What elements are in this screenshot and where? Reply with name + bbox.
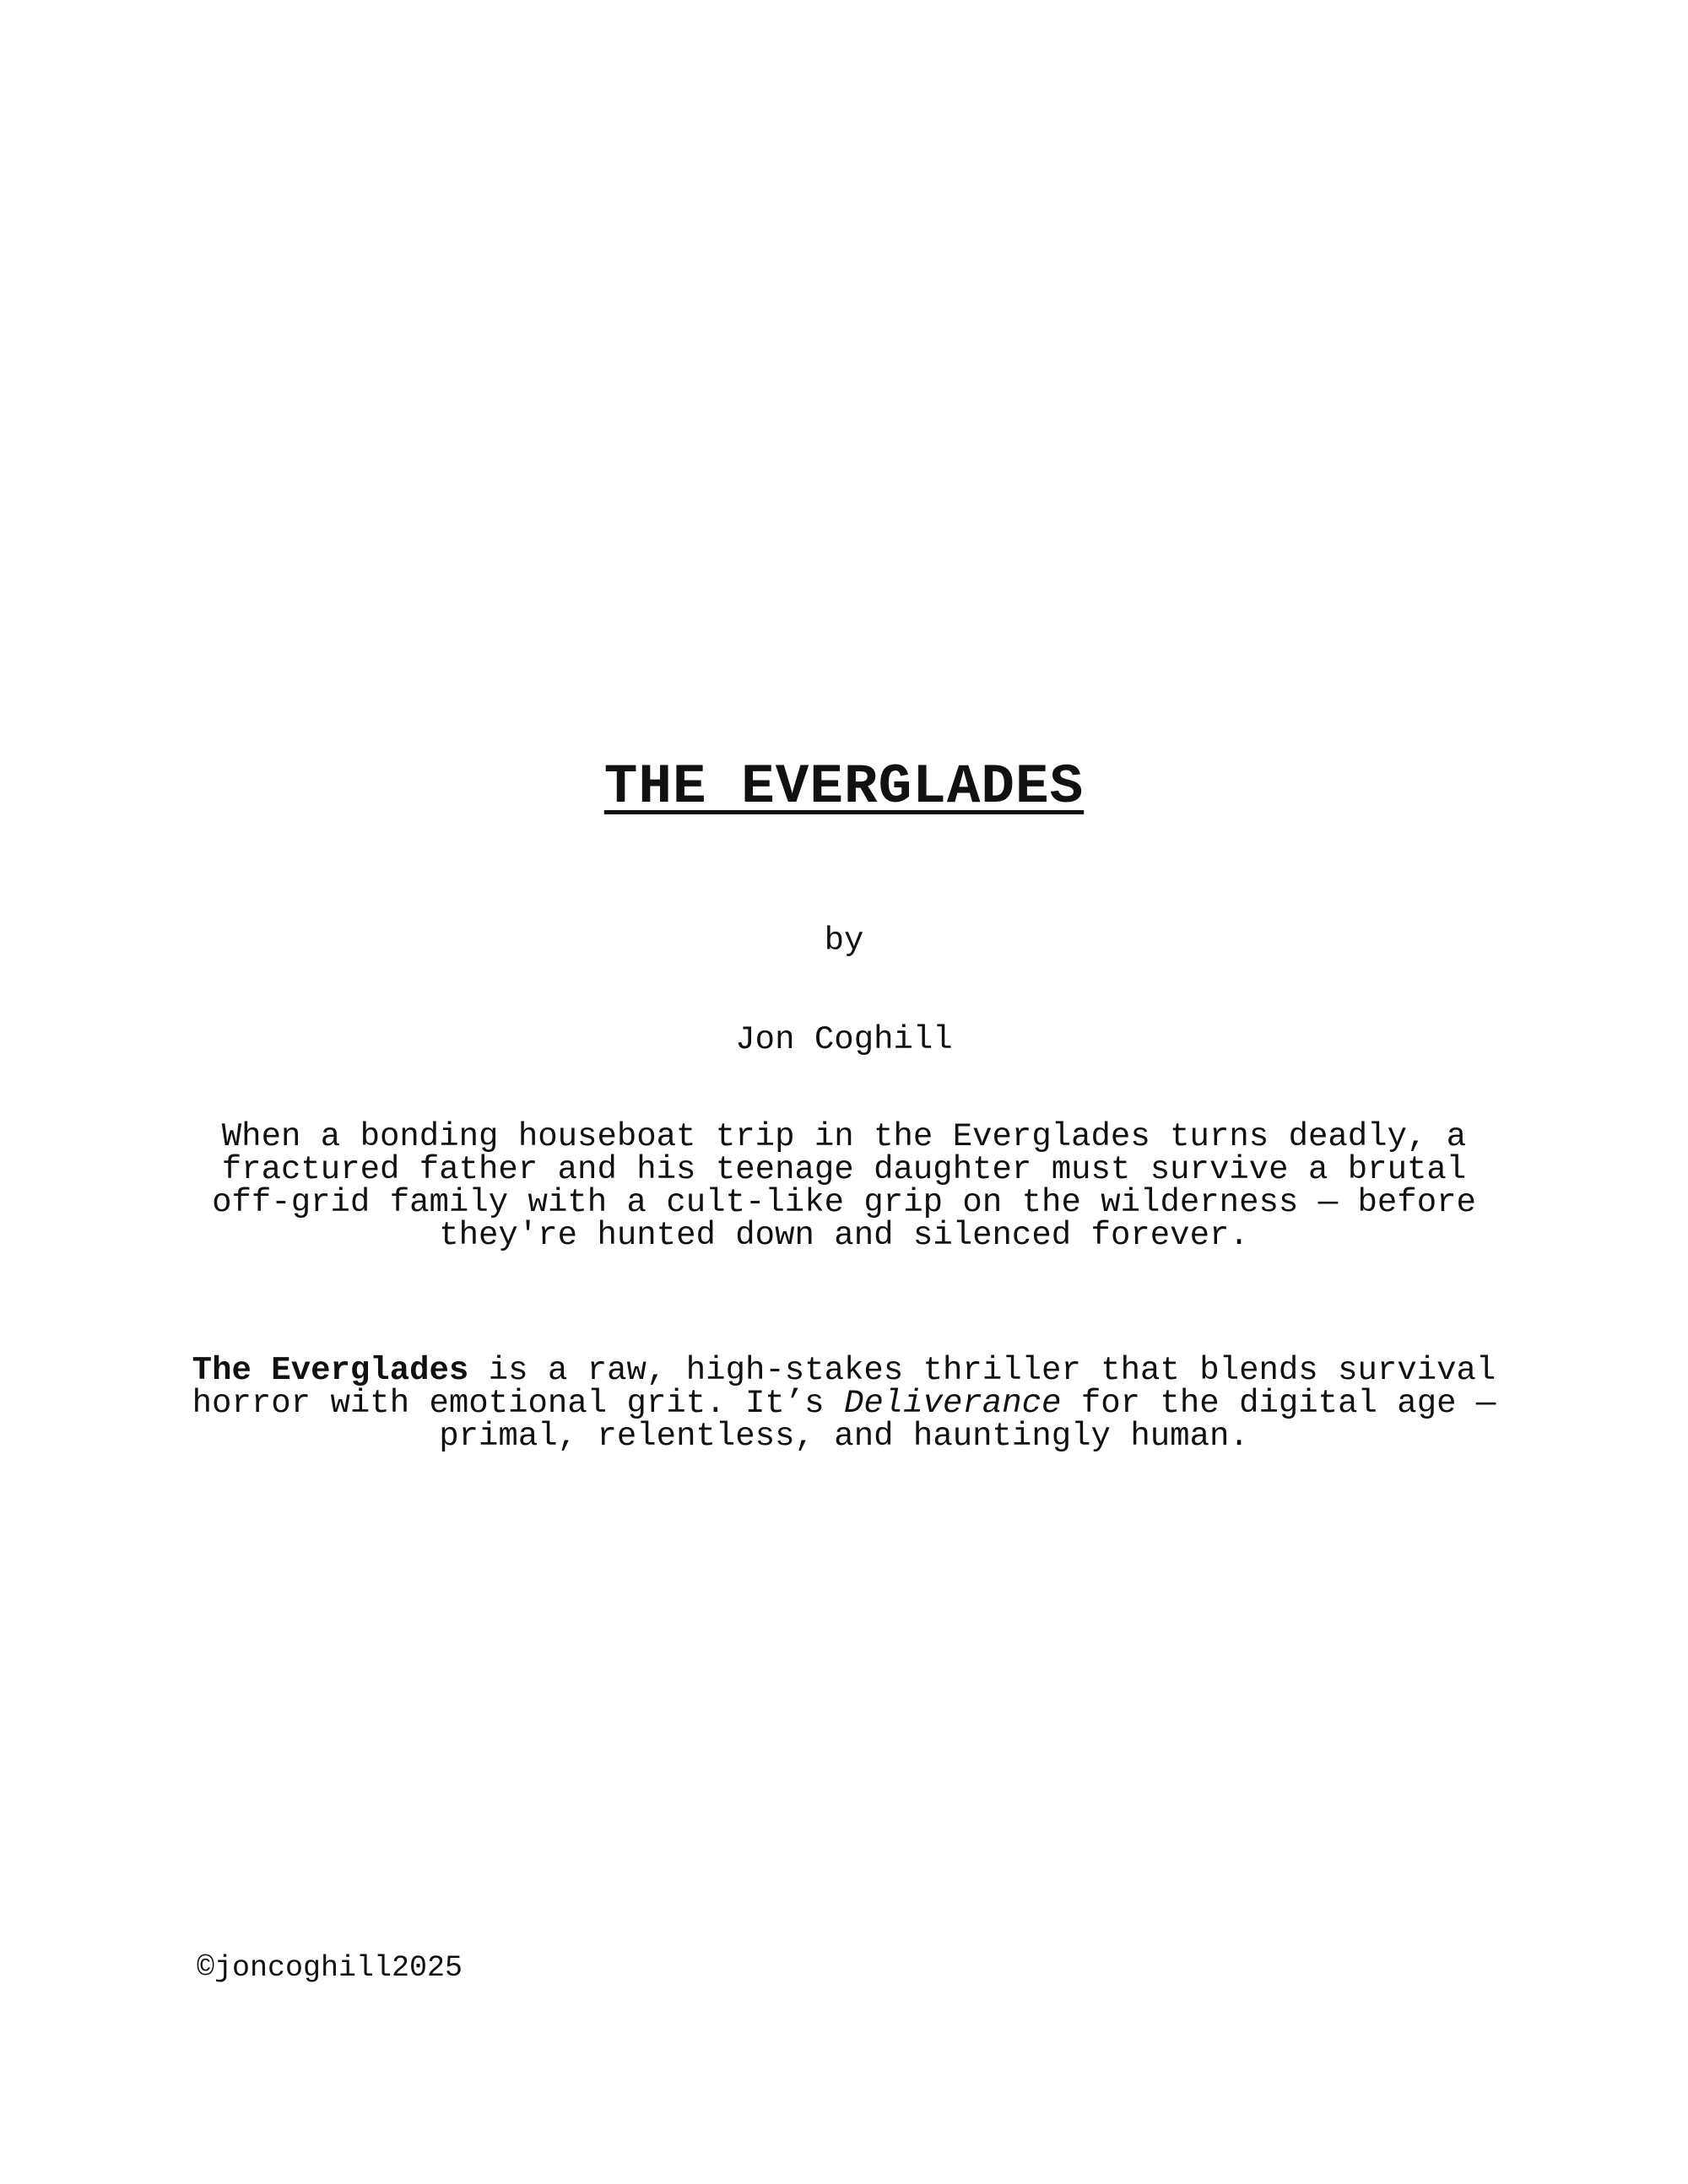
by-line: by	[824, 922, 864, 960]
logline-line: fractured father and his teenage daughter must survive a brutal	[221, 1151, 1467, 1188]
pitch-line-3: primal, relentless, and hauntingly human.	[439, 1418, 1249, 1455]
logline-line: they're hunted down and silenced forever.	[439, 1217, 1249, 1254]
logline	[169, 1118, 1519, 1254]
screenplay-title	[0, 754, 1688, 821]
author-name: Jon Coghill	[735, 1021, 953, 1058]
pitch-line-2	[135, 1387, 1553, 1420]
pitch-reference-italic: Deliverance	[843, 1385, 1062, 1422]
screenplay-title-text: THE EVERGLADES	[603, 755, 1085, 819]
logline-line: off-grid family with a cult-like grip on the wilderness — before	[212, 1184, 1476, 1221]
pitch-line-1	[135, 1354, 1553, 1387]
pitch-paragraph	[135, 1354, 1553, 1453]
logline-line: When a bonding houseboat trip in the Everglades turns deadly, a	[221, 1118, 1467, 1155]
pitch-line-1-text: is a raw, high-stakes thriller that blends survival	[468, 1352, 1496, 1389]
pitch-title-bold: The Everglades	[192, 1352, 469, 1389]
pitch-line-2-pre: horror with emotional grit. It’s	[192, 1385, 844, 1422]
pitch-line-2-post: for the digital age —	[1061, 1385, 1496, 1422]
copyright-notice: ©joncoghill2025	[197, 1951, 463, 1985]
